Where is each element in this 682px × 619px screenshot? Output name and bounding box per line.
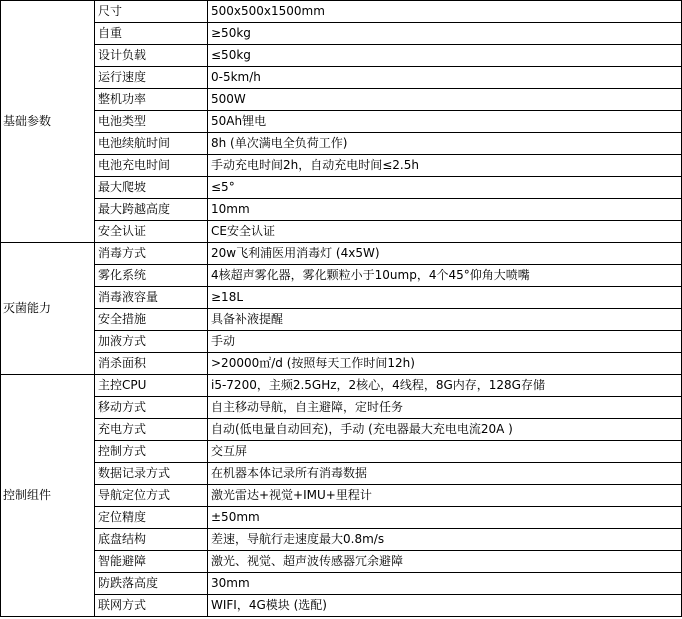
group-label: 控制组件	[1, 375, 95, 617]
spec-value: ≤50kg	[208, 45, 682, 67]
spec-label: 充电方式	[95, 419, 208, 441]
spec-table-body	[1, 1, 682, 617]
table-row	[1, 265, 682, 287]
group-label: 基础参数	[1, 1, 95, 243]
table-row	[1, 573, 682, 595]
table-row	[1, 441, 682, 463]
spec-label: 尺寸	[95, 1, 208, 23]
spec-value: WIFI，4G模块 (选配)	[208, 595, 682, 617]
table-row	[1, 221, 682, 243]
spec-value: 50Ah锂电	[208, 111, 682, 133]
table-row	[1, 177, 682, 199]
spec-label: 整机功率	[95, 89, 208, 111]
spec-label: 联网方式	[95, 595, 208, 617]
table-row	[1, 595, 682, 617]
table-row	[1, 529, 682, 551]
spec-label: 设计负载	[95, 45, 208, 67]
spec-label: 最大爬坡	[95, 177, 208, 199]
spec-label: 电池续航时间	[95, 133, 208, 155]
spec-value: 0-5km/h	[208, 67, 682, 89]
spec-value: 8h (单次满电全负荷工作)	[208, 133, 682, 155]
spec-value: ≥50kg	[208, 23, 682, 45]
spec-value: CE安全认证	[208, 221, 682, 243]
spec-value: 交互屏	[208, 441, 682, 463]
spec-label: 最大跨越高度	[95, 199, 208, 221]
table-row	[1, 309, 682, 331]
table-row	[1, 331, 682, 353]
table-row	[1, 111, 682, 133]
spec-value: 激光雷达+视觉+IMU+里程计	[208, 485, 682, 507]
table-row	[1, 1, 682, 23]
spec-value: 30mm	[208, 573, 682, 595]
table-row	[1, 485, 682, 507]
table-row	[1, 133, 682, 155]
table-row	[1, 155, 682, 177]
table-row	[1, 397, 682, 419]
spec-label: 消杀面积	[95, 353, 208, 375]
spec-value: 具备补液提醒	[208, 309, 682, 331]
table-row	[1, 375, 682, 397]
spec-label: 消毒液容量	[95, 287, 208, 309]
spec-label: 自重	[95, 23, 208, 45]
table-row	[1, 353, 682, 375]
spec-value: 500W	[208, 89, 682, 111]
table-row	[1, 199, 682, 221]
table-row	[1, 551, 682, 573]
spec-label: 定位精度	[95, 507, 208, 529]
spec-value: 10mm	[208, 199, 682, 221]
spec-label: 安全措施	[95, 309, 208, 331]
table-row	[1, 67, 682, 89]
table-row	[1, 507, 682, 529]
spec-value: 20w飞利浦医用消毒灯 (4x5W)	[208, 243, 682, 265]
spec-label: 消毒方式	[95, 243, 208, 265]
spec-label: 控制方式	[95, 441, 208, 463]
spec-label: 安全认证	[95, 221, 208, 243]
spec-label: 移动方式	[95, 397, 208, 419]
spec-label: 雾化系统	[95, 265, 208, 287]
spec-value: ≤5°	[208, 177, 682, 199]
group-label: 灭菌能力	[1, 243, 95, 375]
spec-label: 底盘结构	[95, 529, 208, 551]
spec-value: 在机器本体记录所有消毒数据	[208, 463, 682, 485]
spec-value: >20000㎡/d (按照每天工作时间12h)	[208, 353, 682, 375]
spec-value: 4核超声雾化器，雾化颗粒小于10ump，4个45°仰角大喷嘴	[208, 265, 682, 287]
spec-value: 激光、视觉、超声波传感器冗余避障	[208, 551, 682, 573]
table-row	[1, 23, 682, 45]
spec-label: 智能避障	[95, 551, 208, 573]
spec-label: 加液方式	[95, 331, 208, 353]
spec-value: 500x500x1500mm	[208, 1, 682, 23]
spec-value: i5-7200，主频2.5GHz，2核心，4线程，8G内存，128G存储	[208, 375, 682, 397]
spec-label: 主控CPU	[95, 375, 208, 397]
table-row	[1, 419, 682, 441]
table-row	[1, 89, 682, 111]
table-row	[1, 463, 682, 485]
spec-value: 差速，导航行走速度最大0.8m/s	[208, 529, 682, 551]
spec-value: ±50mm	[208, 507, 682, 529]
table-row	[1, 243, 682, 265]
table-row	[1, 287, 682, 309]
table-row	[1, 45, 682, 67]
spec-value: 手动	[208, 331, 682, 353]
spec-value: 自主移动导航，自主避障，定时任务	[208, 397, 682, 419]
spec-label: 数据记录方式	[95, 463, 208, 485]
spec-value: 手动充电时间2h，自动充电时间≤2.5h	[208, 155, 682, 177]
spec-value: ≥18L	[208, 287, 682, 309]
spec-label: 电池充电时间	[95, 155, 208, 177]
spec-value: 自动(低电量自动回充)，手动 (充电器最大充电电流20A )	[208, 419, 682, 441]
spec-label: 导航定位方式	[95, 485, 208, 507]
spec-label: 运行速度	[95, 67, 208, 89]
spec-label: 防跌落高度	[95, 573, 208, 595]
spec-label: 电池类型	[95, 111, 208, 133]
